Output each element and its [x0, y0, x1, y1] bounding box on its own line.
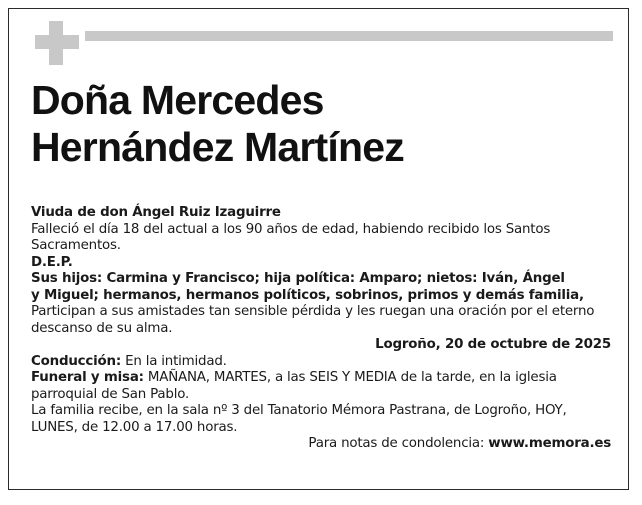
conduction-label: Conducción: [31, 353, 122, 369]
conduction-value: En la intimidad. [121, 353, 227, 369]
wake-text: La familia recibe, en la sala nº 3 del Tanatorio Mémora Pastrana, de Logroño, HOY, LUNES, de 12.00 a 17.00 horas. [31, 403, 567, 435]
death-text: Falleció el día 18 del actual a los 90 años de edad, habiendo recibido los Santos Sacramentos. [31, 221, 551, 253]
obituary-body [31, 205, 611, 453]
deceased-name [31, 77, 404, 171]
funeral-line [31, 370, 611, 403]
dep-line: D.E.P. [31, 254, 73, 270]
family-line-1: Sus hijos: Carmina y Francisco; hija política: Amparo; nietos: Iván, Ángel [31, 271, 565, 286]
funeral-label: Funeral y misa: [31, 370, 144, 385]
condolence-label: Para notas de condolencia: [308, 436, 485, 451]
condolence-link[interactable]: www.memora.es [488, 436, 611, 451]
request-text: Participan a sus amistades tan sensible pérdida y les ruegan una oración por el eterno descanso de su alma. [31, 304, 595, 336]
condolence-line [31, 436, 611, 453]
conduction-line [31, 354, 611, 371]
place-date: Logroño, 20 de octubre de 2025 [375, 337, 611, 352]
obituary-card [8, 8, 629, 490]
funeral-value: MAÑANA, MARTES, a las SEIS Y MEDIA de la tarde, en la iglesia parroquial de San Pablo. [31, 370, 557, 402]
header-rule [85, 31, 613, 41]
family-line-2: y Miguel; hermanos, hermanos políticos, sobrinos, primos y demás familia, [31, 287, 584, 303]
name-line-2: Hernández Martínez [31, 124, 404, 170]
name-line-1: Doña Mercedes [31, 77, 324, 123]
widow-line: Viuda de don Ángel Ruiz Izaguirre [31, 205, 281, 220]
cross-icon [35, 21, 79, 65]
